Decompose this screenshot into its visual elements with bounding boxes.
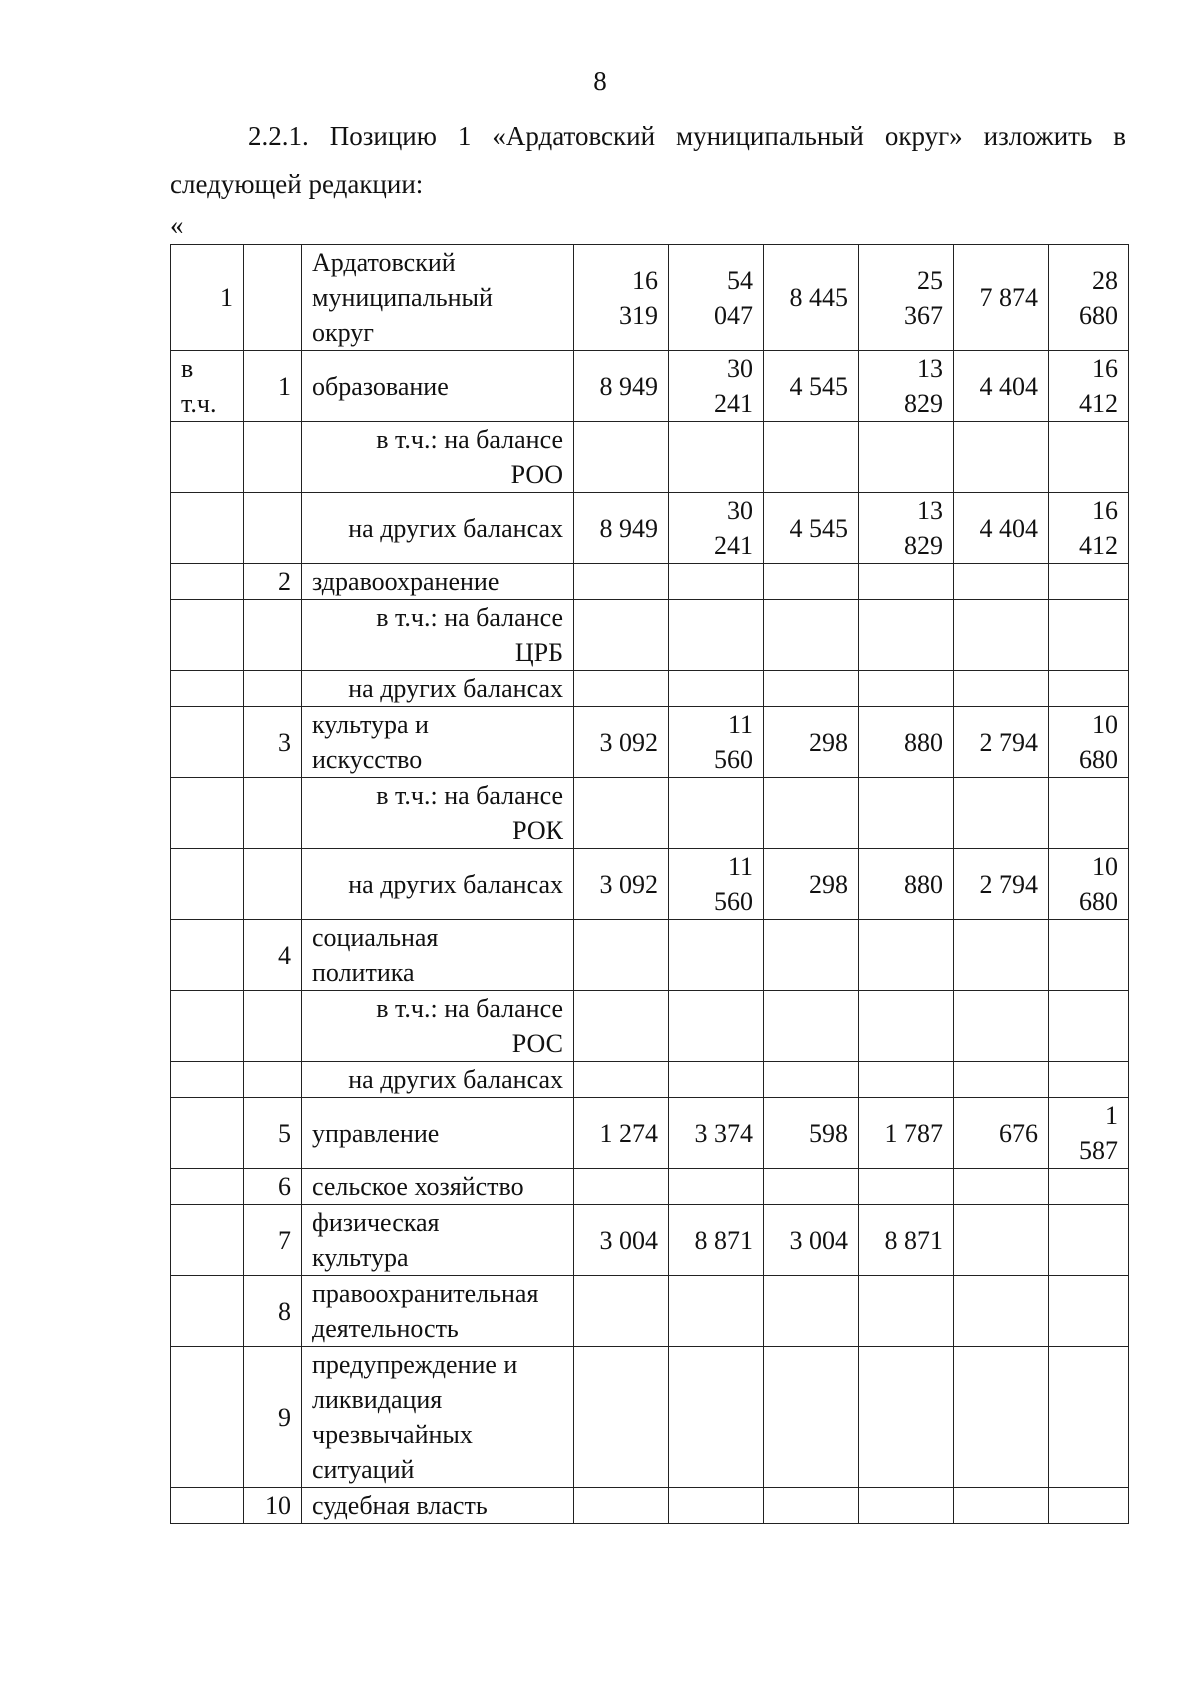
value-cell <box>764 1488 859 1524</box>
row-name-cell <box>302 920 574 991</box>
value-cell <box>954 778 1049 849</box>
row-name-cell <box>302 991 574 1062</box>
value-cell <box>669 849 764 920</box>
value-cell <box>1049 351 1129 422</box>
cell-line: управление <box>312 1118 440 1148</box>
value-cell <box>764 849 859 920</box>
cell-line: ликвидация <box>312 1385 443 1414</box>
cell-line: 298 <box>809 869 848 899</box>
cell-line: 598 <box>809 1118 848 1148</box>
value-cell <box>954 671 1049 707</box>
value-cell <box>859 1347 954 1488</box>
cell-line: 8 445 <box>789 283 848 312</box>
table-row <box>171 1062 1129 1098</box>
cell-line: ЦРБ <box>514 638 563 667</box>
value-cell <box>574 671 669 707</box>
cell-line: 3 004 <box>599 1225 658 1255</box>
value-cell <box>574 707 669 778</box>
row-number-cell: 7 <box>244 1205 302 1276</box>
table-body <box>171 245 1129 1524</box>
value-cell <box>574 778 669 849</box>
value-cell <box>954 600 1049 671</box>
cell-line: 829 <box>904 531 943 560</box>
row-number-cell: 6 <box>244 1169 302 1205</box>
cell-line: 880 <box>904 727 943 757</box>
row-group-cell <box>171 600 244 671</box>
value-cell <box>859 493 954 564</box>
cell-line: 298 <box>809 727 848 757</box>
cell-line: РОО <box>510 460 563 489</box>
value-cell <box>859 1169 954 1205</box>
value-cell <box>764 1098 859 1169</box>
cell-line: 587 <box>1079 1136 1118 1165</box>
value-cell <box>669 422 764 493</box>
value-cell <box>669 1062 764 1098</box>
value-cell <box>669 1169 764 1205</box>
value-cell <box>574 849 669 920</box>
row-name-cell <box>302 600 574 671</box>
value-cell <box>1049 920 1129 991</box>
row-number-cell <box>244 422 302 493</box>
value-cell <box>574 1205 669 1276</box>
value-cell <box>574 1488 669 1524</box>
cell-line: 30 <box>727 496 753 525</box>
row-number-cell <box>244 671 302 707</box>
row-group-cell <box>171 1169 244 1205</box>
value-cell <box>574 600 669 671</box>
row-name-cell <box>302 849 574 920</box>
value-cell <box>954 493 1049 564</box>
value-cell <box>859 1098 954 1169</box>
value-cell <box>764 564 859 600</box>
value-cell <box>954 1347 1049 1488</box>
value-cell <box>669 1098 764 1169</box>
value-cell <box>764 351 859 422</box>
value-cell <box>669 671 764 707</box>
value-cell <box>669 1488 764 1524</box>
cell-line: 367 <box>904 300 943 330</box>
value-cell <box>669 1347 764 1488</box>
cell-line: 4 545 <box>789 371 848 401</box>
value-cell <box>859 707 954 778</box>
row-name-cell <box>302 1205 574 1276</box>
value-cell <box>764 1276 859 1347</box>
value-cell <box>574 564 669 600</box>
value-cell <box>859 1488 954 1524</box>
value-cell <box>859 991 954 1062</box>
value-cell <box>764 1169 859 1205</box>
cell-line: 8 949 <box>599 513 658 543</box>
table-row <box>171 245 1129 351</box>
table-row <box>171 991 1129 1062</box>
opening-quote: « <box>170 210 184 240</box>
value-cell <box>1049 1347 1129 1488</box>
value-cell <box>669 707 764 778</box>
cell-line: предупреждение и <box>312 1350 518 1379</box>
row-number-cell: 9 <box>244 1347 302 1488</box>
table-row <box>171 564 1129 600</box>
table-row <box>171 1347 1129 1488</box>
cell-line: на других балансах <box>348 869 563 899</box>
value-cell <box>859 920 954 991</box>
row-number-cell: 5 <box>244 1098 302 1169</box>
table-row <box>171 1488 1129 1524</box>
value-cell <box>954 920 1049 991</box>
row-group-cell <box>171 707 244 778</box>
row-name-cell <box>302 493 574 564</box>
cell-line: 16 <box>632 265 658 295</box>
cell-line: 241 <box>714 531 753 560</box>
row-group-cell <box>171 1098 244 1169</box>
cell-line: в т.ч.: на балансе <box>376 781 563 810</box>
value-cell <box>574 920 669 991</box>
cell-line: 560 <box>714 745 753 774</box>
table-row <box>171 1276 1129 1347</box>
row-group-cell <box>171 991 244 1062</box>
cell-line: 54 <box>727 265 753 295</box>
cell-line: политика <box>312 958 415 987</box>
row-name-cell <box>302 1098 574 1169</box>
budget-table <box>170 244 1129 1524</box>
intro-paragraph: 2.2.1. Позицию 1 «Ардатовский муниципальный округ» изложить в следующей редакции: <box>170 121 1126 199</box>
cell-line: судебная власть <box>312 1491 488 1520</box>
cell-line: 3 004 <box>789 1225 848 1255</box>
value-cell <box>764 778 859 849</box>
cell-line: деятельность <box>312 1314 459 1343</box>
value-cell <box>574 1169 669 1205</box>
cell-line: 3 092 <box>599 727 658 757</box>
table-row <box>171 778 1129 849</box>
cell-line: 676 <box>999 1118 1038 1148</box>
cell-line: физическая <box>312 1208 440 1237</box>
cell-line: культура <box>312 1243 409 1272</box>
cell-line: чрезвычайных <box>312 1420 473 1449</box>
row-group-cell <box>171 1062 244 1098</box>
value-cell <box>574 1347 669 1488</box>
cell-line: 829 <box>904 389 943 418</box>
value-cell <box>954 991 1049 1062</box>
cell-line: 16 <box>1092 354 1118 383</box>
value-cell <box>574 245 669 351</box>
row-group-cell <box>171 778 244 849</box>
value-cell <box>574 351 669 422</box>
value-cell <box>574 422 669 493</box>
row-number-cell <box>244 778 302 849</box>
row-group-cell <box>171 1488 244 1524</box>
value-cell <box>669 245 764 351</box>
table-row <box>171 422 1129 493</box>
cell-line: 7 874 <box>979 283 1038 312</box>
row-number-cell: 3 <box>244 707 302 778</box>
value-cell <box>574 1098 669 1169</box>
row-name-cell <box>302 1169 574 1205</box>
value-cell <box>859 422 954 493</box>
row-number-cell: 10 <box>244 1488 302 1524</box>
value-cell <box>1049 422 1129 493</box>
row-number-cell: 4 <box>244 920 302 991</box>
cell-line: на других балансах <box>348 674 563 703</box>
value-cell <box>954 707 1049 778</box>
value-cell <box>1049 671 1129 707</box>
row-number-cell <box>244 600 302 671</box>
row-name-cell <box>302 1488 574 1524</box>
value-cell <box>1049 1205 1129 1276</box>
cell-line: 13 <box>917 354 943 383</box>
value-cell <box>859 245 954 351</box>
cell-line: в <box>181 354 194 383</box>
cell-line: 13 <box>917 496 943 525</box>
row-group-cell <box>171 1347 244 1488</box>
value-cell <box>859 600 954 671</box>
value-cell <box>954 1098 1049 1169</box>
value-cell <box>954 1062 1049 1098</box>
cell-line: 10 <box>1092 852 1118 881</box>
cell-line: 412 <box>1079 389 1118 418</box>
row-name-cell <box>302 1276 574 1347</box>
value-cell <box>954 351 1049 422</box>
value-cell <box>764 1205 859 1276</box>
cell-line: искусство <box>312 745 423 774</box>
row-group-cell <box>171 564 244 600</box>
cell-line: т.ч. <box>181 389 217 418</box>
value-cell <box>764 245 859 351</box>
cell-line: 880 <box>904 869 943 899</box>
value-cell <box>764 1062 859 1098</box>
row-number-cell <box>244 493 302 564</box>
cell-line: 10 <box>1092 710 1118 739</box>
value-cell <box>859 1276 954 1347</box>
value-cell <box>669 991 764 1062</box>
value-cell <box>1049 1098 1129 1169</box>
table-row <box>171 671 1129 707</box>
cell-line: 047 <box>714 300 753 330</box>
cell-line: 3 092 <box>599 869 658 899</box>
row-number-cell <box>244 245 302 351</box>
cell-line: здравоохранение <box>312 567 500 596</box>
cell-line: 2 794 <box>979 869 1038 899</box>
value-cell <box>954 1488 1049 1524</box>
value-cell <box>1049 1062 1129 1098</box>
table-row <box>171 1169 1129 1205</box>
value-cell <box>764 707 859 778</box>
value-cell <box>954 422 1049 493</box>
value-cell <box>764 1347 859 1488</box>
row-name-cell <box>302 351 574 422</box>
cell-line: 1 274 <box>599 1118 658 1148</box>
table-row <box>171 600 1129 671</box>
value-cell <box>574 1276 669 1347</box>
cell-line: в т.ч.: на балансе <box>376 994 563 1023</box>
value-cell <box>859 671 954 707</box>
value-cell <box>1049 707 1129 778</box>
row-name-cell <box>302 671 574 707</box>
cell-line: на других балансах <box>348 1065 563 1094</box>
row-number-cell: 1 <box>244 351 302 422</box>
row-group-cell <box>171 493 244 564</box>
cell-line: культура и <box>312 710 429 739</box>
row-name-cell <box>302 1347 574 1488</box>
value-cell <box>669 351 764 422</box>
cell-line: 28 <box>1092 265 1118 295</box>
value-cell <box>1049 600 1129 671</box>
cell-line: 1 <box>1105 1101 1118 1130</box>
value-cell <box>669 493 764 564</box>
table-row <box>171 920 1129 991</box>
value-cell <box>1049 778 1129 849</box>
value-cell <box>764 600 859 671</box>
value-cell <box>574 493 669 564</box>
cell-line: на других балансах <box>348 513 563 543</box>
value-cell <box>764 422 859 493</box>
value-cell <box>954 564 1049 600</box>
row-number-cell <box>244 991 302 1062</box>
value-cell <box>859 564 954 600</box>
row-group-cell <box>171 1276 244 1347</box>
value-cell <box>764 493 859 564</box>
value-cell <box>954 1205 1049 1276</box>
cell-line: в т.ч.: на балансе <box>376 603 563 632</box>
cell-line: 11 <box>727 852 753 881</box>
cell-line: сельское хозяйство <box>312 1172 524 1201</box>
cell-line: 8 871 <box>884 1225 943 1255</box>
row-group-cell <box>171 422 244 493</box>
value-cell <box>859 778 954 849</box>
value-cell <box>669 920 764 991</box>
cell-line: 680 <box>1079 745 1118 774</box>
page-number: 8 <box>593 66 607 96</box>
row-name-cell <box>302 245 574 351</box>
row-group-cell <box>171 849 244 920</box>
cell-line: 4 404 <box>979 513 1038 543</box>
value-cell <box>1049 1488 1129 1524</box>
cell-line: 1 787 <box>884 1118 943 1148</box>
table-row <box>171 1098 1129 1169</box>
cell-line: 30 <box>727 354 753 383</box>
table-row <box>171 493 1129 564</box>
value-cell <box>954 245 1049 351</box>
cell-line: РОС <box>511 1029 563 1058</box>
cell-line: правоохранительная <box>312 1279 539 1308</box>
cell-line: 16 <box>1092 496 1118 525</box>
cell-line: 8 871 <box>694 1225 753 1255</box>
table-row <box>171 1205 1129 1276</box>
value-cell <box>669 600 764 671</box>
cell-line: 680 <box>1079 887 1118 916</box>
row-number-cell: 8 <box>244 1276 302 1347</box>
cell-line: 319 <box>619 300 658 330</box>
value-cell <box>764 991 859 1062</box>
value-cell <box>954 849 1049 920</box>
value-cell <box>574 991 669 1062</box>
value-cell <box>1049 245 1129 351</box>
cell-line: муниципальный <box>312 283 493 312</box>
row-group-cell <box>171 920 244 991</box>
value-cell <box>1049 564 1129 600</box>
cell-line: 3 374 <box>694 1118 753 1148</box>
value-cell <box>764 671 859 707</box>
row-name-cell <box>302 564 574 600</box>
row-name-cell <box>302 778 574 849</box>
row-number-cell <box>244 1062 302 1098</box>
value-cell <box>1049 493 1129 564</box>
cell-line: в т.ч.: на балансе <box>376 425 563 454</box>
cell-line: 8 949 <box>599 371 658 401</box>
value-cell <box>669 564 764 600</box>
cell-line: 25 <box>917 265 943 295</box>
cell-line: 4 545 <box>789 513 848 543</box>
value-cell <box>669 1276 764 1347</box>
value-cell <box>954 1169 1049 1205</box>
row-group-cell <box>171 1205 244 1276</box>
cell-line: 560 <box>714 887 753 916</box>
table-row <box>171 849 1129 920</box>
row-name-cell <box>302 707 574 778</box>
row-group-cell: 1 <box>171 245 244 351</box>
cell-line: 11 <box>727 710 753 739</box>
value-cell <box>1049 1169 1129 1205</box>
value-cell <box>764 920 859 991</box>
value-cell <box>669 778 764 849</box>
value-cell <box>669 1205 764 1276</box>
cell-line: 412 <box>1079 531 1118 560</box>
cell-line: 2 794 <box>979 727 1038 757</box>
cell-line: 4 404 <box>979 371 1038 401</box>
row-group-cell <box>171 351 244 422</box>
cell-line: образование <box>312 371 449 401</box>
row-name-cell <box>302 422 574 493</box>
cell-line: РОК <box>512 816 563 845</box>
cell-line: округ <box>312 318 374 347</box>
value-cell <box>1049 849 1129 920</box>
cell-line: социальная <box>312 923 439 952</box>
value-cell <box>859 849 954 920</box>
row-number-cell: 2 <box>244 564 302 600</box>
cell-line: 680 <box>1079 300 1118 330</box>
value-cell <box>574 1062 669 1098</box>
table-row <box>171 351 1129 422</box>
row-name-cell <box>302 1062 574 1098</box>
row-group-cell <box>171 671 244 707</box>
row-number-cell <box>244 849 302 920</box>
value-cell <box>859 1062 954 1098</box>
cell-line: Ардатовский <box>312 248 456 277</box>
value-cell <box>1049 1276 1129 1347</box>
table-row <box>171 707 1129 778</box>
cell-line: 241 <box>714 389 753 418</box>
value-cell <box>1049 991 1129 1062</box>
value-cell <box>859 1205 954 1276</box>
cell-line: ситуаций <box>312 1455 415 1484</box>
value-cell <box>954 1276 1049 1347</box>
value-cell <box>859 351 954 422</box>
